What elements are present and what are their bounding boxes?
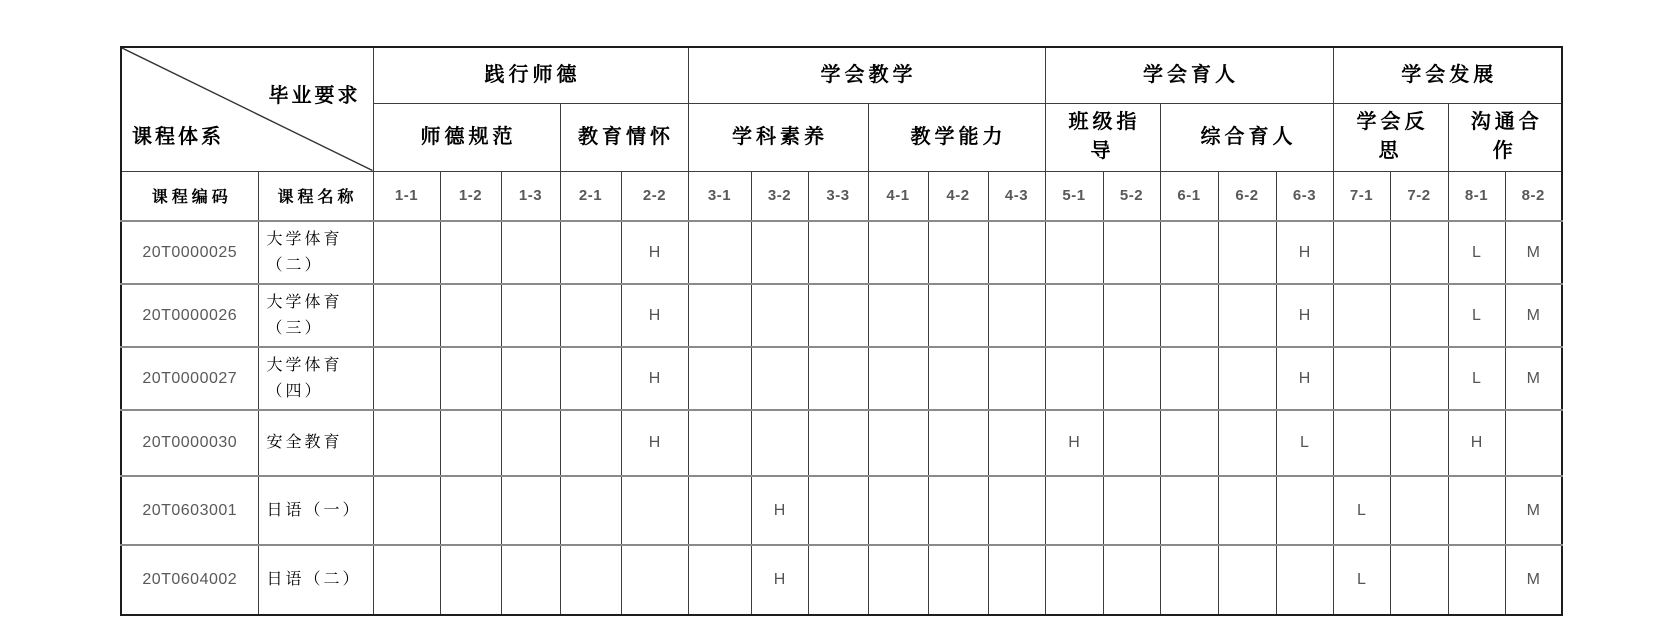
- mark-cell-4-3: [988, 347, 1045, 410]
- course-row: [121, 476, 1562, 545]
- column-id-5-1: 5-1: [1045, 171, 1103, 221]
- mark-cell-6-2: [1218, 476, 1276, 545]
- mark-cell-6-2: [1218, 221, 1276, 284]
- mark-cell-7-2: [1390, 545, 1448, 615]
- mark-cell-8-1: L: [1448, 347, 1505, 410]
- mark-cell-1-2: [440, 347, 501, 410]
- subcategory-header-3-2: 综合育人: [1160, 103, 1333, 171]
- mark-cell-3-3: [808, 476, 868, 545]
- column-id-1-2: 1-2: [440, 171, 501, 221]
- mark-cell-5-2: [1103, 347, 1160, 410]
- course-row: [121, 221, 1562, 284]
- column-id-7-2: 7-2: [1390, 171, 1448, 221]
- mark-cell-4-1: [868, 347, 928, 410]
- course-code-header: 课程编码: [121, 171, 258, 221]
- mark-cell-4-1: [868, 545, 928, 615]
- mark-cell-3-3: [808, 347, 868, 410]
- mark-cell-7-1: [1333, 410, 1390, 476]
- category-header-3: 学会育人: [1045, 47, 1333, 103]
- mark-cell-7-1: L: [1333, 476, 1390, 545]
- mark-cell-4-1: [868, 476, 928, 545]
- course-name-cell: 日语（一）: [258, 476, 373, 545]
- mark-cell-7-2: [1390, 347, 1448, 410]
- mark-cell-1-1: [373, 545, 440, 615]
- course-name-header: 课程名称: [258, 171, 373, 221]
- mark-cell-6-1: [1160, 221, 1218, 284]
- mark-cell-6-1: [1160, 347, 1218, 410]
- subcategory-header-4-1: 学会反思: [1333, 103, 1448, 171]
- course-name-cell: 日语（二）: [258, 545, 373, 615]
- mark-cell-5-2: [1103, 476, 1160, 545]
- course-name-cell: 安全教育: [258, 410, 373, 476]
- subcategory-header-4-2: 沟通合作: [1448, 103, 1562, 171]
- mark-cell-1-1: [373, 410, 440, 476]
- mark-cell-6-3: H: [1276, 221, 1333, 284]
- course-name-cell: 大学体育（三）: [258, 284, 373, 347]
- mark-cell-6-3: [1276, 476, 1333, 545]
- mark-cell-4-2: [928, 221, 988, 284]
- mark-cell-5-1: [1045, 347, 1103, 410]
- mark-cell-1-2: [440, 476, 501, 545]
- mark-cell-7-2: [1390, 476, 1448, 545]
- subcategory-header-3-1: 班级指导: [1045, 103, 1160, 171]
- mark-cell-3-3: [808, 410, 868, 476]
- mark-cell-4-2: [928, 410, 988, 476]
- course-code-cell: 20T0603001: [121, 476, 258, 545]
- mark-cell-7-2: [1390, 284, 1448, 347]
- mark-cell-2-1: [560, 221, 621, 284]
- mark-cell-4-1: [868, 284, 928, 347]
- mark-cell-2-1: [560, 476, 621, 545]
- mark-cell-6-1: [1160, 284, 1218, 347]
- mark-cell-1-3: [501, 410, 560, 476]
- mark-cell-5-1: [1045, 284, 1103, 347]
- mark-cell-2-2: H: [621, 347, 688, 410]
- column-id-4-1: 4-1: [868, 171, 928, 221]
- column-id-3-1: 3-1: [688, 171, 751, 221]
- mark-cell-8-2: M: [1505, 545, 1562, 615]
- column-id-2-1: 2-1: [560, 171, 621, 221]
- mark-cell-1-3: [501, 476, 560, 545]
- mark-cell-5-2: [1103, 410, 1160, 476]
- mark-cell-8-1: L: [1448, 221, 1505, 284]
- mark-cell-2-1: [560, 410, 621, 476]
- mark-cell-8-1: L: [1448, 284, 1505, 347]
- mark-cell-3-3: [808, 284, 868, 347]
- mark-cell-5-1: [1045, 545, 1103, 615]
- mark-cell-4-3: [988, 284, 1045, 347]
- mark-cell-6-3: H: [1276, 284, 1333, 347]
- mark-cell-6-3: L: [1276, 410, 1333, 476]
- column-id-1-3: 1-3: [501, 171, 560, 221]
- category-header-2: 学会教学: [688, 47, 1045, 103]
- course-rows: [121, 221, 1562, 615]
- mark-cell-1-3: [501, 221, 560, 284]
- mark-cell-8-2: M: [1505, 347, 1562, 410]
- mark-cell-4-1: [868, 410, 928, 476]
- mark-cell-1-2: [440, 221, 501, 284]
- mark-cell-1-3: [501, 545, 560, 615]
- mark-cell-1-1: [373, 221, 440, 284]
- mark-cell-5-1: [1045, 221, 1103, 284]
- mark-cell-8-1: [1448, 545, 1505, 615]
- mark-cell-3-1: [688, 545, 751, 615]
- mark-cell-8-2: M: [1505, 221, 1562, 284]
- column-id-6-2: 6-2: [1218, 171, 1276, 221]
- course-code-cell: 20T0604002: [121, 545, 258, 615]
- column-id-7-1: 7-1: [1333, 171, 1390, 221]
- mark-cell-4-2: [928, 476, 988, 545]
- mark-cell-1-1: [373, 284, 440, 347]
- mark-cell-6-1: [1160, 476, 1218, 545]
- column-id-6-3: 6-3: [1276, 171, 1333, 221]
- course-row: [121, 347, 1562, 410]
- mark-cell-6-2: [1218, 545, 1276, 615]
- mark-cell-1-1: [373, 347, 440, 410]
- subcategory-header-1-1: 师德规范: [373, 103, 560, 171]
- mark-cell-5-2: [1103, 221, 1160, 284]
- mark-cell-8-2: [1505, 410, 1562, 476]
- course-name-cell: 大学体育（二）: [258, 221, 373, 284]
- mark-cell-7-1: [1333, 221, 1390, 284]
- subcategory-header-2-1: 学科素养: [688, 103, 868, 171]
- corner-label-course-system: 课程体系: [132, 126, 224, 148]
- mark-cell-6-1: [1160, 410, 1218, 476]
- mark-cell-1-2: [440, 545, 501, 615]
- column-id-4-3: 4-3: [988, 171, 1045, 221]
- mark-cell-8-2: M: [1505, 476, 1562, 545]
- column-id-8-1: 8-1: [1448, 171, 1505, 221]
- mark-cell-6-2: [1218, 347, 1276, 410]
- column-id-2-2: 2-2: [621, 171, 688, 221]
- column-id-3-2: 3-2: [751, 171, 808, 221]
- mark-cell-3-3: [808, 221, 868, 284]
- mark-cell-3-2: H: [751, 545, 808, 615]
- mark-cell-7-1: [1333, 347, 1390, 410]
- course-row: [121, 284, 1562, 347]
- mark-cell-1-2: [440, 284, 501, 347]
- mark-cell-6-3: H: [1276, 347, 1333, 410]
- mark-cell-2-2: [621, 476, 688, 545]
- mark-cell-4-1: [868, 221, 928, 284]
- category-header-1: 践行师德: [373, 47, 688, 103]
- mark-cell-2-2: [621, 545, 688, 615]
- category-header-4: 学会发展: [1333, 47, 1562, 103]
- curriculum-requirements-matrix-table: [120, 46, 1563, 616]
- mark-cell-4-3: [988, 476, 1045, 545]
- course-code-cell: 20T0000026: [121, 284, 258, 347]
- mark-cell-4-3: [988, 410, 1045, 476]
- course-code-cell: 20T0000030: [121, 410, 258, 476]
- mark-cell-1-2: [440, 410, 501, 476]
- column-id-8-2: 8-2: [1505, 171, 1562, 221]
- mark-cell-6-2: [1218, 284, 1276, 347]
- corner-cell: [121, 47, 373, 171]
- mark-cell-5-1: H: [1045, 410, 1103, 476]
- mark-cell-4-3: [988, 545, 1045, 615]
- mark-cell-3-2: [751, 284, 808, 347]
- mark-cell-2-2: H: [621, 284, 688, 347]
- mark-cell-4-2: [928, 284, 988, 347]
- mark-cell-8-1: [1448, 476, 1505, 545]
- mark-cell-3-1: [688, 410, 751, 476]
- mark-cell-7-2: [1390, 410, 1448, 476]
- column-id-4-2: 4-2: [928, 171, 988, 221]
- subcategory-header-2-2: 教学能力: [868, 103, 1045, 171]
- mark-cell-3-1: [688, 284, 751, 347]
- mark-cell-2-1: [560, 284, 621, 347]
- mark-cell-2-1: [560, 347, 621, 410]
- mark-cell-8-2: M: [1505, 284, 1562, 347]
- mark-cell-1-1: [373, 476, 440, 545]
- mark-cell-4-3: [988, 221, 1045, 284]
- mark-cell-2-2: H: [621, 221, 688, 284]
- header-row-column-ids: [121, 171, 1562, 221]
- column-id-1-1: 1-1: [373, 171, 440, 221]
- mark-cell-3-2: [751, 347, 808, 410]
- mark-cell-7-1: L: [1333, 545, 1390, 615]
- column-id-3-3: 3-3: [808, 171, 868, 221]
- mark-cell-3-1: [688, 221, 751, 284]
- column-id-5-2: 5-2: [1103, 171, 1160, 221]
- mark-cell-3-1: [688, 476, 751, 545]
- mark-cell-3-1: [688, 347, 751, 410]
- mark-cell-8-1: H: [1448, 410, 1505, 476]
- mark-cell-5-2: [1103, 545, 1160, 615]
- mark-cell-6-1: [1160, 545, 1218, 615]
- mark-cell-2-2: H: [621, 410, 688, 476]
- mark-cell-4-2: [928, 545, 988, 615]
- mark-cell-7-1: [1333, 284, 1390, 347]
- mark-cell-7-2: [1390, 221, 1448, 284]
- course-row: [121, 410, 1562, 476]
- mark-cell-3-3: [808, 545, 868, 615]
- mark-cell-5-2: [1103, 284, 1160, 347]
- mark-cell-6-3: [1276, 545, 1333, 615]
- mark-cell-3-2: H: [751, 476, 808, 545]
- course-code-cell: 20T0000025: [121, 221, 258, 284]
- mark-cell-1-3: [501, 284, 560, 347]
- mark-cell-5-1: [1045, 476, 1103, 545]
- course-name-cell: 大学体育（四）: [258, 347, 373, 410]
- mark-cell-6-2: [1218, 410, 1276, 476]
- mark-cell-4-2: [928, 347, 988, 410]
- corner-label-graduation-requirements: 毕业要求: [268, 85, 361, 107]
- subcategory-header-1-2: 教育情怀: [560, 103, 688, 171]
- mark-cell-3-2: [751, 410, 808, 476]
- mark-cell-1-3: [501, 347, 560, 410]
- mark-cell-2-1: [560, 545, 621, 615]
- course-row: [121, 545, 1562, 615]
- header-row-categories: [121, 47, 1562, 103]
- diagonal-divider-line: [122, 48, 373, 171]
- table-header: [121, 47, 1562, 221]
- column-id-6-1: 6-1: [1160, 171, 1218, 221]
- course-code-cell: 20T0000027: [121, 347, 258, 410]
- mark-cell-3-2: [751, 221, 808, 284]
